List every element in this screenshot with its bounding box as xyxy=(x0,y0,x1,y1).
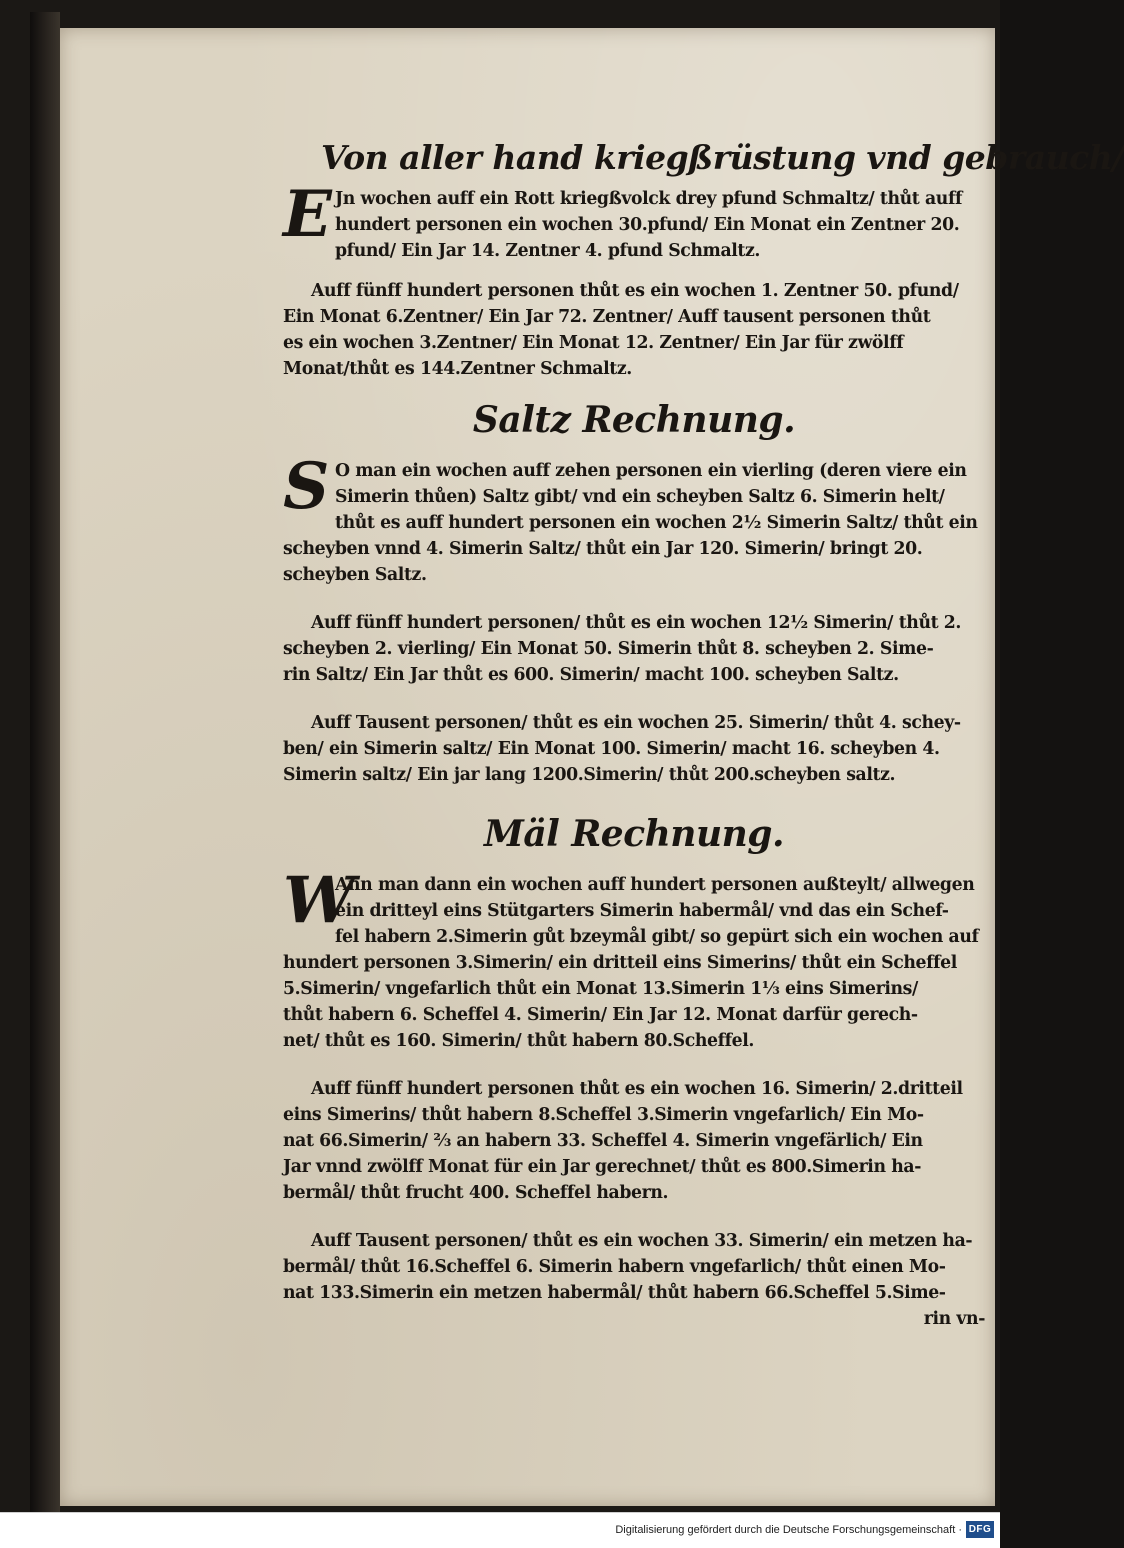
text-line: Auff fünff hundert personen thůt es ein wochen 1. Zentner 50. pfund/ xyxy=(311,281,959,301)
text-line: hundert personen 3.Simerin/ ein dritteil eins Simerins/ thůt ein Scheffel xyxy=(283,953,957,973)
footer-credit: Digitalisierung gefördert durch die Deutsche Forschungsgemeinschaft · xyxy=(615,1524,962,1536)
text-line: nat 133.Simerin ein metzen habermål/ thůt habern 66.Scheffel 5.Sime- xyxy=(283,1283,946,1303)
mael-paragraph-1 xyxy=(283,863,985,1054)
text-line: Simerin thůen) Saltz gibt/ vnd ein scheyben Saltz 6. Simerin helt/ xyxy=(335,487,945,507)
text-line: Auff Tausent personen/ thůt es ein wochen 25. Simerin/ thůt 4. schey- xyxy=(311,713,961,733)
mael-paragraph-2 xyxy=(283,1076,985,1206)
schmalz-paragraph-1 xyxy=(283,177,985,264)
text-line: Auff fünff hundert personen thůt es ein wochen 16. Simerin/ 2.dritteil xyxy=(311,1079,963,1099)
text-line: es ein wochen 3.Zentner/ Ein Monat 12. Zentner/ Ein Jar für zwölff xyxy=(283,333,904,353)
text-line: Jar vnnd zwölff Monat für ein Jar gerechnet/ thůt es 800.Simerin ha- xyxy=(283,1157,921,1177)
text-line: fel habern 2.Simerin gůt bzeymål gibt/ so gepürt sich ein wochen auf xyxy=(335,927,979,947)
book-page xyxy=(60,28,1124,1506)
text-line: eins Simerins/ thůt habern 8.Scheffel 3.Simerin vngefarlich/ Ein Mo- xyxy=(283,1105,924,1125)
section-heading-salz: Saltz Rechnung. xyxy=(472,399,796,441)
text-line: Auff fünff hundert personen/ thůt es ein wochen 12½ Simerin/ thůt 2. xyxy=(311,613,962,633)
text-line: Jn wochen auff ein Rott kriegßvolck drey pfund Schmaltz/ thůt auff xyxy=(335,189,963,209)
salz-paragraph-3 xyxy=(283,710,985,788)
text-line: bermål/ thůt frucht 400. Scheffel habern. xyxy=(283,1183,669,1203)
text-line: hundert personen ein wochen 30.pfund/ Ein Monat ein Zentner 20. xyxy=(335,215,960,235)
footer-bar xyxy=(0,1512,1000,1548)
text-line: Ein Monat 6.Zentner/ Ein Jar 72. Zentner/ Auff tausent personen thůt xyxy=(283,307,931,327)
text-line: Ann man dann ein wochen auff hundert personen außteylt/ allwegen xyxy=(335,875,975,895)
text-line: Simerin saltz/ Ein jar lang 1200.Simerin/ thůt 200.scheyben saltz. xyxy=(283,765,896,785)
drop-initial-s: S xyxy=(283,449,329,524)
text-line: pfund/ Ein Jar 14. Zentner 4. pfund Schmaltz. xyxy=(335,241,761,261)
text-line: 5.Simerin/ vngefarlich thůt ein Monat 13.Simerin 1⅓ eins Simerins/ xyxy=(283,979,918,999)
text-line: net/ thůt es 160. Simerin/ thůt habern 80.Scheffel. xyxy=(283,1031,755,1051)
text-line: Auff Tausent personen/ thůt es ein wochen 33. Simerin/ ein metzen ha- xyxy=(311,1231,973,1251)
text-line: nat 66.Simerin/ ⅔ an habern 33. Scheffel 4. Simerin vngefärlich/ Ein xyxy=(283,1131,923,1151)
text-line: scheyben 2. vierling/ Ein Monat 50. Simerin thůt 8. scheyben 2. Sime- xyxy=(283,639,934,659)
text-line: ben/ ein Simerin saltz/ Ein Monat 100. Simerin/ macht 16. scheyben 4. xyxy=(283,739,940,759)
page-content xyxy=(283,136,1124,1332)
text-line: O man ein wochen auff zehen personen ein vierling (deren viere ein xyxy=(335,461,967,481)
text-line: rin Saltz/ Ein Jar thůt es 600. Simerin/ macht 100. scheyben Saltz. xyxy=(283,665,899,685)
text-line: thůt habern 6. Scheffel 4. Simerin/ Ein Jar 12. Monat darfür gerech- xyxy=(283,1005,918,1025)
text-line: ein dritteyl eins Stütgarters Simerin habermål/ vnd das ein Schef- xyxy=(335,901,949,921)
text-line: bermål/ thůt 16.Scheffel 6. Simerin habern vngefarlich/ thůt einen Mo- xyxy=(283,1257,946,1277)
binding-shadow xyxy=(30,12,60,1512)
schmalz-paragraph-2 xyxy=(283,278,985,382)
text-line: scheyben Saltz. xyxy=(283,565,427,585)
text-line: scheyben vnnd 4. Simerin Saltz/ thůt ein Jar 120. Simerin/ bringt 20. xyxy=(283,539,923,559)
dfg-logo-icon: DFG xyxy=(966,1521,994,1538)
running-head: Von aller hand kriegßrüstung vnd gebrauch/ xyxy=(321,138,1124,177)
drop-initial-e: E xyxy=(283,177,332,252)
text-line: Monat/thůt es 144.Zentner Schmaltz. xyxy=(283,359,632,379)
drop-initial-w: W xyxy=(283,863,355,938)
mael-paragraph-3 xyxy=(283,1228,985,1332)
salz-paragraph-1 xyxy=(283,449,985,588)
text-line: thůt es auff hundert personen ein wochen 2½ Simerin Saltz/ thůt ein xyxy=(335,513,978,533)
salz-paragraph-2 xyxy=(283,610,985,688)
catchword-line: rin vn- xyxy=(923,1309,985,1329)
section-heading-mael: Mäl Rechnung. xyxy=(483,813,785,855)
